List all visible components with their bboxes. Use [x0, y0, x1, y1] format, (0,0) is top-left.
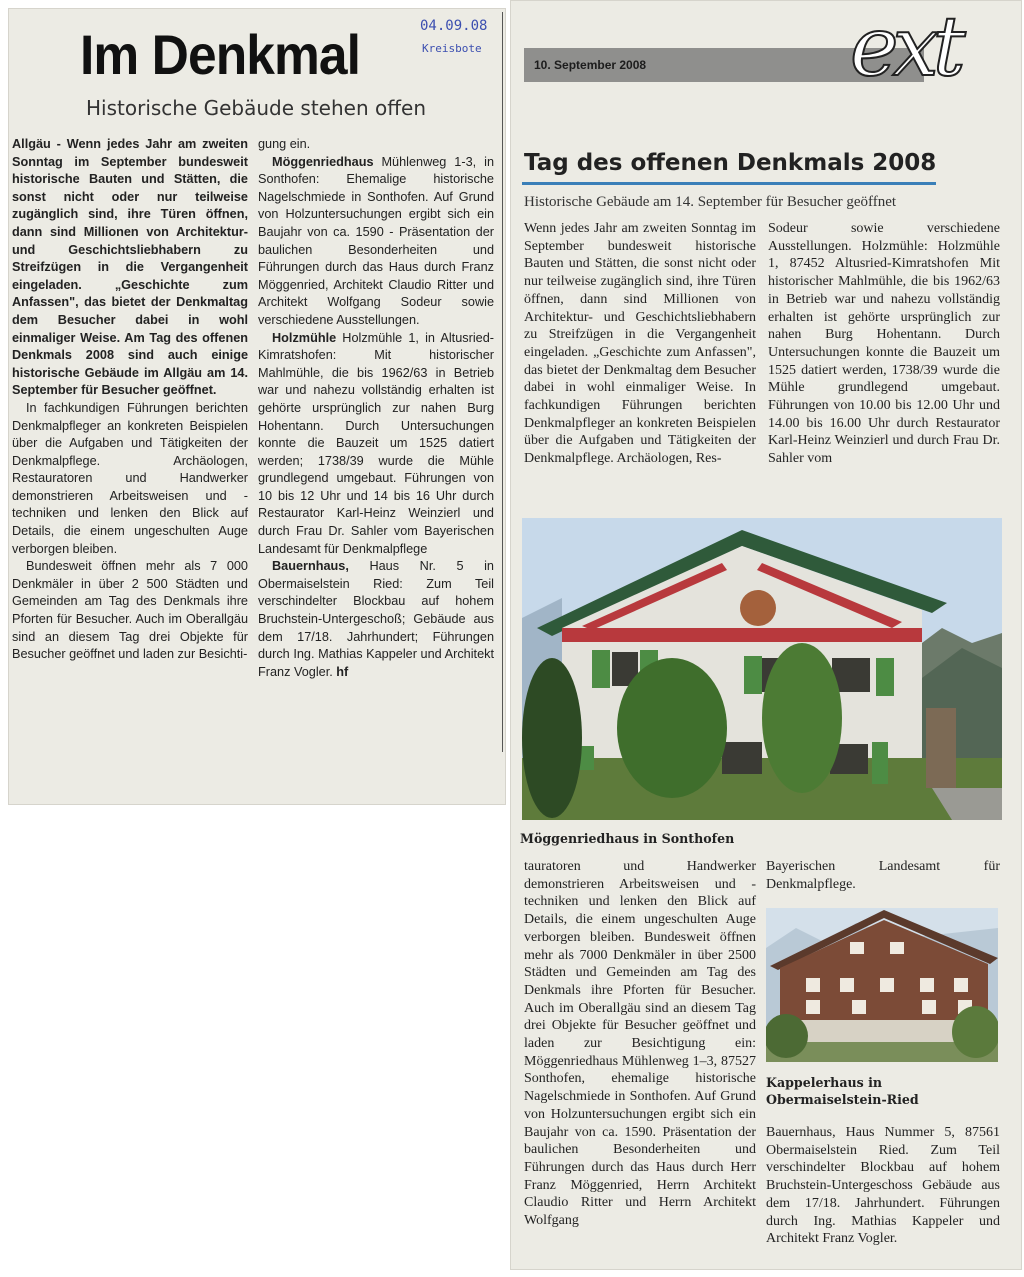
body-paragraph: gung ein. [258, 137, 311, 151]
section-bauernhaus [258, 558, 494, 681]
body-paragraph: Bundesweit öffnen mehr als 7 000 Denkmäler in über 2 500 Städten und Gemeinden am Tag des Denkmals ihre Pforten für Besucher. Auch im Oberallgäu sind an diesem Tag drei Objekte für Besucher geöffnet und laden zur Besichti- [12, 559, 248, 662]
section-title: Holzmühle [272, 330, 337, 345]
clipping-extra [510, 0, 1022, 1270]
body-paragraph: tauratoren und Handwerker demonstrieren Arbeitsweisen und -techniken und lenken den Blick auf Details, die einem ungeschulten Auge verborgen bleiben. Bundesweit öffnen mehr als 7000 Denkmäler in über 2500 Städten und Gemeinden am Tag des Denkmals ihre Pforten für Besucher. Auch im Oberallgäu sind an diesem Tag drei Objekte für Besucher geöffnet und laden zur Besichtigung ein: Möggenriedhaus Mühlenweg 1–3, 87527 Sonthofen, ehemalige historische Nagelschmiede in Sonthofen. Auf Grund von Holzuntersuchungen ergibt sich ein Baujahr von ca. 1590. Präsentation der baulichen Besonderheiten und Führungen durch das Haus durch Herr Franz Möggenried, Herrn Architekt Claudio Ritter und Herrn Architekt Wolfgang [524, 859, 756, 1229]
body-paragraph: Bauernhaus, Haus Nummer 5, 87561 Obermaiselstein Ried. Zum Teil verschindelter Blockbau auf hohem Bruchstein-Untergeschoss Gebäude aus dem 17/18. Jahrhundert. Führungen durch Ing. Mathias Kappeler und Architekt Franz Vogler. [766, 1125, 1000, 1247]
issue-date: 10. September 2008 [534, 58, 647, 72]
headline: Tag des offenen Denkmals 2008 [524, 150, 937, 176]
section-title: Möggenriedhaus [272, 154, 374, 169]
handwritten-source: Kreisbote [422, 42, 482, 55]
body-paragraph: Sodeur sowie verschiedene Ausstellungen. Holzmühle: Holzmühle 1, 87452 Altusried-Kimratshofen Mit historischer Mahlmühle, die bis 1962/63 in Betrieb war und nahezu vollständig erhalten ist gehörte ursprünglich zur nahen Burg Hohentann. Durch Untersuchungen konnte die Bauzeit um 1525 datiert werden, 1738/39 wurde die Mühle grundlegend umgebaut. Führungen von 10.00 bis 12.00 Uhr und 14.00 bis 16.00 Uhr durch Restaurator Karl-Heinz Weinzierl und durch Frau Dr. Sahler vom [768, 221, 1000, 467]
photo-kappelerhaus [766, 908, 998, 1062]
article-column-2 [258, 136, 494, 681]
article-column-1 [12, 136, 248, 664]
section-text: Holzmühle 1, in Altusried-Kimratshofen: Mit historischer Mahlmühle, die bis 1962/63 in Betrieb war und nahezu vollständig erhalten ist gehörte ursprünglich zur nahen Burg Hohentann. Durch Untersuchungen konnte die Bauzeit um 1525 datiert werden; 1738/39 wurde die Mühle grundlegend umgebaut. Führungen von 10 bis 12 Uhr und 14 bis 16 Uhr durch Restaurator Karl-Heinz Weinzierl und durch Frau Dr. Sahler vom Bayerischen Landesamt für Denkmalpflege [258, 330, 494, 556]
article-column-1-top [524, 220, 756, 468]
lead-paragraph: Allgäu - Wenn jedes Jahr am zweiten Sonntag im September bundesweit historische Bauten und Stätten, die sonst nicht oder nur teilweise zugänglich sind, ihre Türen öffnen, dann sind Millionen von Architektur- und Geschichtsliebhabern zu Streifzügen in die Vergangenheit eingeladen. „Geschichte zum Anfassen", das bietet der Denkmaltag dem Besucher dabei in wohl einmaliger Weise. Am Tag des offenen Denkmals 2008 sind auch einige historische Gebäude im Allgäu am 14. September für Besucher geöffnet. [12, 137, 248, 398]
photo-kappelerhaus-image [766, 908, 998, 1062]
section-text: Mühlenweg 1-3, in Sonthofen: Ehemalige historische Nagelschmiede in Sonthofen. Auf Grund von Holzuntersuchungen ergibt sich ein Baujahr von ca. 1590 - Präsentation der baulichen Besonderheiten und Führungen durch das Haus durch Franz Möggenried, Architekt Claudio Ritter und Architekt Wolfgang Sodeur sowie verschiedene Ausstellungen. [258, 154, 494, 327]
headline-underline [522, 182, 936, 185]
masthead-logo: ext [850, 0, 960, 95]
article-column-2-bottom [766, 1124, 1000, 1248]
subheadline: Historische Gebäude am 14. September für Besucher geöffnet [524, 194, 897, 210]
body-paragraph: In fachkundigen Führungen berichten Denkmalpfleger an konkreten Beispielen über die Aufgaben und Tätigkeiten der Denkmalpflege. Archäologen, Restauratoren und Handwerker demonstrieren Arbeitsweisen und -techniken und lenken den Blick auf Details, die einem ungeschulten Auge verborgen bleiben. [12, 400, 248, 556]
article-column-2-top [768, 220, 1000, 468]
section-moeggenriedhaus [258, 154, 494, 330]
body-paragraph: Wenn jedes Jahr am zweiten Sonntag im September bundesweit historische Bauten und Stätten, die sonst nicht oder nur teilweise zugänglich sind, ihre Türen öffnen, dann sind Millionen von Architektur- und Geschichtsliebhabern zu Streifzügen in die Vergangenheit eingeladen. „Geschichte zum Anfassen", das bietet der Denkmaltag dem Besucher dabei in wohl einmaliger Weise. In fachkundigen Führungen berichten Denkmalpfleger an konkreten Beispielen über die Aufgaben und Tätigkeiten der Denkmalpflege. Archäologen, Res- [524, 221, 756, 467]
body-paragraph: Bayerischen Landesamt für Denkmalpflege. [766, 859, 1000, 892]
section-holzmuehle [258, 330, 494, 559]
author-signature: hf [336, 664, 349, 679]
photo-caption: Kappelerhaus in Obermaiselstein-Ried [766, 1075, 919, 1107]
article-column-2-bottom-top [766, 858, 1000, 893]
photo-moeggenriedhaus-image [522, 518, 1002, 820]
photo-moeggenriedhaus [522, 518, 1002, 820]
headline: Im Denkmal [80, 23, 360, 86]
section-title: Bauernhaus, [272, 559, 349, 574]
subheadline: Historische Gebäude stehen offen [86, 96, 426, 120]
clipping-kreisbote [8, 8, 506, 805]
section-text: Haus Nr. 5 in Obermaiselstein Ried: Zum Teil verschindelter Blockbau auf hohem Bruchstein-Untergeschoß; Gebäude aus dem 17/18. Jahrhundert; Führungen durch Ing. Mathias Kappeler und Architekt Franz Vogler. [258, 559, 494, 679]
photo-caption: Möggenriedhaus in Sonthofen [520, 831, 735, 846]
handwritten-date: 04.09.08 [420, 18, 488, 34]
margin-line [502, 12, 503, 752]
article-column-1-bottom [524, 858, 756, 1230]
